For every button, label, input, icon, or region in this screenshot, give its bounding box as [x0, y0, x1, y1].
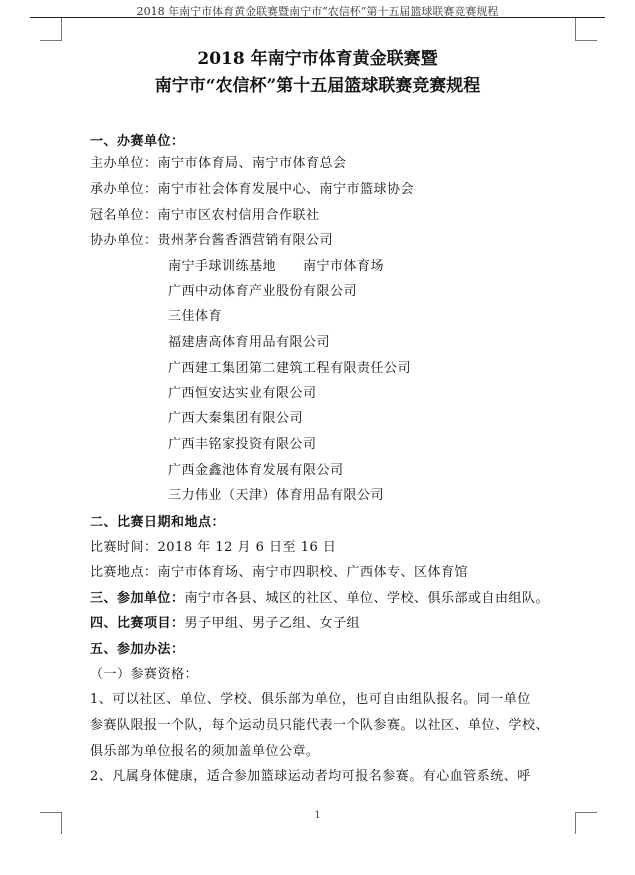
crop-mark	[40, 40, 62, 41]
title-line-2: 南宁市“农信杯”第十五届篮球联赛竞赛规程	[154, 76, 481, 96]
match-venue: 比赛地点：南宁市体育场、南宁市四职校、广西体专、区体育馆	[90, 565, 469, 580]
match-time: 比赛时间：2018 年 12 月 6 日至 16 日	[90, 540, 337, 555]
organizer-unit: 承办单位：南宁市社会体育发展中心、南宁市篮球协会	[90, 182, 415, 197]
title-line-1: 2018 年南宁市体育黄金联赛暨	[197, 49, 438, 69]
section-4-heading: 四、比赛项目：	[90, 616, 185, 631]
co-organizer-item: 广西恒安达实业有限公司	[168, 386, 317, 401]
co-organizer-item: 三力伟业（天津）体育用品有限公司	[168, 488, 385, 503]
section-3-heading: 三、参加单位：	[90, 591, 185, 606]
crop-mark	[575, 18, 576, 40]
section-3	[90, 587, 549, 606]
paragraph-1-line-3: 俱乐部为单位报名的须加盖单位公章。	[90, 744, 320, 759]
running-header: 2018 年南宁市体育黄金联赛暨南宁市“农信杯”第十五届篮球联赛竞赛规程	[136, 5, 499, 18]
paragraph-1-line-2: 参赛队限报一个队，每个运动员只能代表一个队参赛。以社区、单位、学校、	[90, 718, 550, 733]
section-1-heading: 一、办赛单位：	[90, 134, 185, 149]
co-organizer-item: 广西中动体育产业股份有限公司	[168, 284, 358, 299]
co-organizer-item: 三佳体育	[168, 309, 223, 324]
page-number: 1	[314, 810, 321, 821]
header-rule	[30, 17, 605, 18]
crop-mark	[61, 18, 62, 40]
section-4	[90, 612, 360, 631]
host-unit: 主办单位：南宁市体育局、南宁市体育总会	[90, 156, 347, 171]
paragraph-2-line-1: 2、凡属身体健康，适合参加篮球运动者均可报名参赛。有心血管系统、呼	[90, 769, 531, 784]
crop-mark	[575, 40, 597, 41]
subsection-1-heading: （一）参赛资格：	[90, 667, 199, 682]
co-organizer-item: 广西大秦集团有限公司	[168, 411, 304, 426]
co-organizer-item: 广西建工集团第二建筑工程有限责任公司	[168, 361, 412, 376]
section-2-heading: 二、比赛日期和地点：	[90, 515, 226, 530]
co-organizer-item: 广西丰铭家投资有限公司	[168, 437, 317, 452]
co-organizer-item: 广西金鑫池体育发展有限公司	[168, 463, 344, 478]
co-organizer-item: 南宁手球训练基地 南宁市体育场	[168, 259, 385, 274]
co-organizer-label: 协办单位：贵州茅台酱香酒营销有限公司	[90, 233, 334, 248]
sponsor-unit: 冠名单位：南宁市区农村信用合作联社	[90, 208, 320, 223]
section-5-heading: 五、参加办法：	[90, 642, 185, 657]
section-3-text: 南宁市各县、城区的社区、单位、学校、俱乐部或自由组队。	[184, 591, 550, 606]
paragraph-1-line-1: 1、可以社区、单位、学校、俱乐部为单位，也可自由组队报名。同一单位	[90, 692, 531, 707]
section-4-text: 男子甲组、男子乙组、女子组	[184, 616, 361, 631]
co-organizer-item: 福建唐高体育用品有限公司	[168, 335, 331, 350]
